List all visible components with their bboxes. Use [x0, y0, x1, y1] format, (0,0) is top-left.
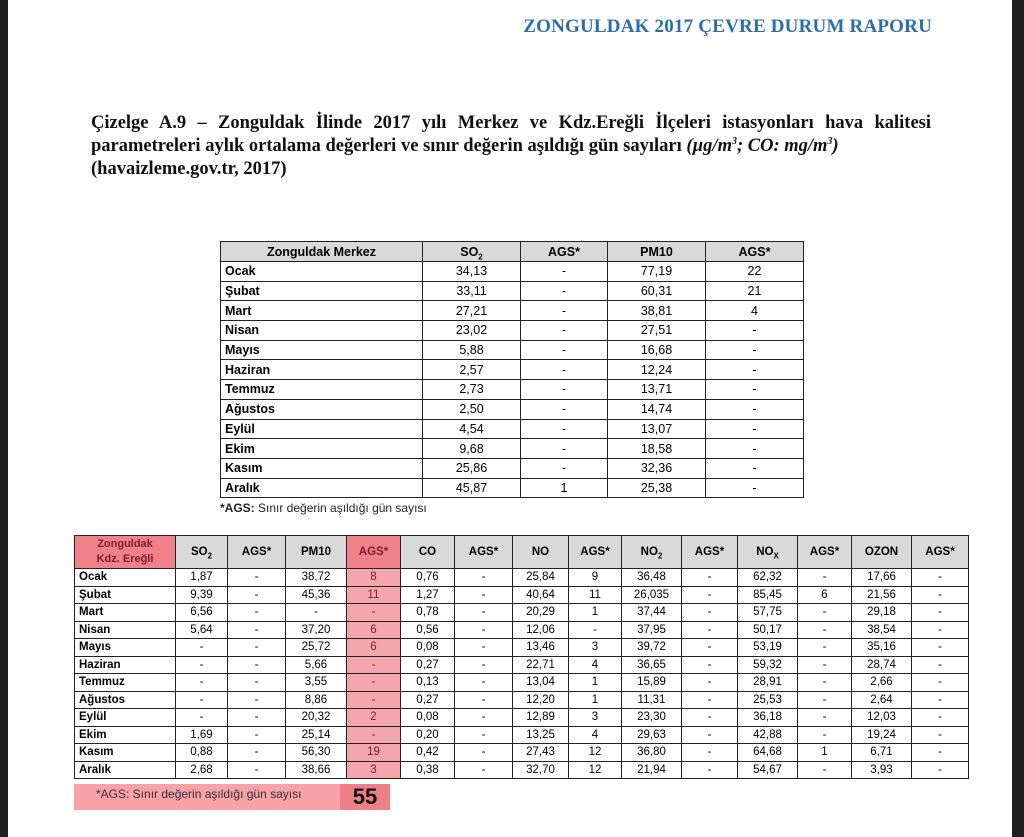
value-cell: 37,44: [622, 604, 682, 622]
eregli-header-cell: AGS*: [455, 536, 513, 569]
value-cell: 53,19: [738, 639, 798, 657]
value-cell: 1: [569, 674, 622, 692]
value-cell: -: [682, 691, 738, 709]
value-cell: -: [286, 604, 347, 622]
merkez-table: [220, 241, 804, 498]
eregli-header-cell: $NO_X$: [738, 536, 798, 569]
value-cell: 37,20: [286, 621, 347, 639]
eregli-row: [75, 761, 969, 779]
eregli-header-cell: AGS*: [228, 536, 286, 569]
value-cell: 2,66: [852, 674, 912, 692]
value-cell: 42,88: [738, 726, 798, 744]
value-cell: 32,70: [513, 761, 569, 779]
value-cell: 39,72: [622, 639, 682, 657]
value-cell: -: [798, 761, 852, 779]
value-cell: 0,08: [401, 709, 455, 727]
value-cell: -: [228, 691, 286, 709]
value-cell: 33,11: [423, 281, 521, 301]
value-cell: -: [912, 691, 969, 709]
value-cell: 34,13: [423, 262, 521, 282]
table-caption: [91, 112, 931, 181]
value-cell: 56,30: [286, 744, 347, 762]
value-cell: 1: [569, 691, 622, 709]
eregli-row: [75, 639, 969, 657]
value-cell: -: [521, 439, 608, 459]
month-cell: Ağustos: [221, 399, 423, 419]
value-cell: -: [912, 744, 969, 762]
eregli-row: [75, 691, 969, 709]
value-cell: -: [176, 674, 228, 692]
month-cell: Nisan: [75, 621, 176, 639]
value-cell: 18,58: [608, 439, 706, 459]
value-cell: 0,13: [401, 674, 455, 692]
month-cell: Mart: [75, 604, 176, 622]
value-cell: 1,69: [176, 726, 228, 744]
value-cell: -: [706, 380, 804, 400]
value-cell: 6,56: [176, 604, 228, 622]
value-cell: -: [228, 744, 286, 762]
value-cell: -: [228, 639, 286, 657]
value-cell: -: [682, 639, 738, 657]
value-cell: -: [455, 761, 513, 779]
merkez-header-station: Zonguldak Merkez: [221, 242, 423, 262]
month-cell: Kasım: [75, 744, 176, 762]
value-cell: 11: [569, 586, 622, 604]
value-cell: -: [706, 321, 804, 341]
value-cell: 4: [569, 726, 622, 744]
ags-total: 55: [340, 784, 390, 810]
value-cell: -: [798, 656, 852, 674]
value-cell: 2,64: [852, 691, 912, 709]
value-cell: 62,32: [738, 569, 798, 587]
value-cell: -: [228, 726, 286, 744]
value-cell: 14,74: [608, 399, 706, 419]
merkez-row: [221, 301, 804, 321]
value-cell: -: [798, 621, 852, 639]
value-cell: -: [912, 726, 969, 744]
value-cell: 9: [569, 569, 622, 587]
value-cell: -: [455, 656, 513, 674]
month-cell: Eylül: [75, 709, 176, 727]
value-cell: 13,71: [608, 380, 706, 400]
value-cell: 12,06: [513, 621, 569, 639]
eregli-header-cell: $NO_2$: [622, 536, 682, 569]
merkez-row: [221, 340, 804, 360]
eregli-row: [75, 586, 969, 604]
value-cell: 9,39: [176, 586, 228, 604]
value-cell: 0,27: [401, 691, 455, 709]
eregli-row: [75, 569, 969, 587]
merkez-row: [221, 478, 804, 498]
value-cell: -: [521, 301, 608, 321]
value-cell: 20,32: [286, 709, 347, 727]
value-cell: 36,18: [738, 709, 798, 727]
month-cell: Mart: [221, 301, 423, 321]
value-cell: 13,07: [608, 419, 706, 439]
value-cell: -: [569, 621, 622, 639]
value-cell: 12,20: [513, 691, 569, 709]
merkez-row: [221, 360, 804, 380]
value-cell: 4: [569, 656, 622, 674]
value-cell: 64,68: [738, 744, 798, 762]
value-cell: -: [521, 321, 608, 341]
merkez-row: [221, 380, 804, 400]
merkez-header-row: [221, 242, 804, 262]
value-cell: -: [455, 691, 513, 709]
value-cell: 38,81: [608, 301, 706, 321]
pm10-ags-cell: 8: [347, 569, 401, 587]
value-cell: -: [682, 674, 738, 692]
value-cell: 3: [569, 709, 622, 727]
value-cell: -: [706, 399, 804, 419]
value-cell: -: [176, 656, 228, 674]
value-cell: 36,65: [622, 656, 682, 674]
merkez-row: [221, 281, 804, 301]
value-cell: 77,19: [608, 262, 706, 282]
eregli-header-row: [75, 536, 969, 569]
value-cell: -: [706, 458, 804, 478]
value-cell: 15,89: [622, 674, 682, 692]
caption-main: Çizelge A.9 – Zonguldak İlinde 2017 yılı Merkez ve Kdz.Ereğli İlçeleri istasyonları hava kalitesi parametreleri aylık ortalama değerleri ve sınır değerin aşıldığı gün sayıları: [91, 113, 931, 156]
month-cell: Temmuz: [221, 380, 423, 400]
value-cell: 2,50: [423, 399, 521, 419]
month-cell: Mayıs: [75, 639, 176, 657]
value-cell: 57,75: [738, 604, 798, 622]
value-cell: 5,64: [176, 621, 228, 639]
value-cell: 36,80: [622, 744, 682, 762]
value-cell: -: [455, 744, 513, 762]
eregli-header-cell: PM10: [286, 536, 347, 569]
merkez-row: [221, 458, 804, 478]
value-cell: 25,14: [286, 726, 347, 744]
month-cell: Şubat: [75, 586, 176, 604]
value-cell: -: [176, 639, 228, 657]
value-cell: 0,20: [401, 726, 455, 744]
value-cell: 0,88: [176, 744, 228, 762]
value-cell: 25,53: [738, 691, 798, 709]
month-cell: Aralık: [75, 761, 176, 779]
value-cell: -: [912, 621, 969, 639]
value-cell: 26,035: [622, 586, 682, 604]
pm10-ags-cell: -: [347, 656, 401, 674]
value-cell: 25,86: [423, 458, 521, 478]
eregli-header-cell: $SO_2$: [176, 536, 228, 569]
value-cell: -: [706, 419, 804, 439]
eregli-header-cell: NO: [513, 536, 569, 569]
value-cell: 22,71: [513, 656, 569, 674]
month-cell: Temmuz: [75, 674, 176, 692]
value-cell: -: [682, 656, 738, 674]
merkez-row: [221, 321, 804, 341]
eregli-header-cell: CO: [401, 536, 455, 569]
value-cell: 2,73: [423, 380, 521, 400]
pm10-ags-cell: 6: [347, 621, 401, 639]
value-cell: 0,78: [401, 604, 455, 622]
value-cell: -: [228, 674, 286, 692]
value-cell: 11,31: [622, 691, 682, 709]
value-cell: -: [912, 656, 969, 674]
value-cell: -: [176, 691, 228, 709]
value-cell: -: [682, 744, 738, 762]
value-cell: -: [682, 604, 738, 622]
value-cell: -: [455, 586, 513, 604]
month-cell: Eylül: [221, 419, 423, 439]
value-cell: 2,57: [423, 360, 521, 380]
month-cell: Şubat: [221, 281, 423, 301]
value-cell: 27,21: [423, 301, 521, 321]
merkez-note: *AGS: Sınır değerin aşıldığı gün sayısı: [220, 501, 427, 515]
document-page: [8, 0, 1012, 837]
month-cell: Ağustos: [75, 691, 176, 709]
value-cell: -: [455, 569, 513, 587]
merkez-header-so2: $SO_2$: [423, 242, 521, 262]
eregli-table: [74, 535, 969, 779]
value-cell: 5,66: [286, 656, 347, 674]
value-cell: 12,89: [513, 709, 569, 727]
value-cell: 59,32: [738, 656, 798, 674]
value-cell: -: [912, 761, 969, 779]
pm10-ags-cell: 19: [347, 744, 401, 762]
value-cell: 21,94: [622, 761, 682, 779]
value-cell: 25,38: [608, 478, 706, 498]
value-cell: 25,72: [286, 639, 347, 657]
value-cell: -: [682, 569, 738, 587]
value-cell: 1: [569, 604, 622, 622]
value-cell: -: [228, 569, 286, 587]
value-cell: -: [798, 569, 852, 587]
eregli-header-cell: AGS*: [569, 536, 622, 569]
value-cell: -: [798, 674, 852, 692]
value-cell: 19,24: [852, 726, 912, 744]
eregli-header-cell: AGS*: [912, 536, 969, 569]
value-cell: 1,27: [401, 586, 455, 604]
eregli-row: [75, 674, 969, 692]
value-cell: 38,66: [286, 761, 347, 779]
value-cell: 45,87: [423, 478, 521, 498]
value-cell: -: [455, 639, 513, 657]
eregli-header-station: Zonguldak Kdz. Ereğli: [75, 536, 176, 569]
value-cell: 3: [569, 639, 622, 657]
value-cell: 45,36: [286, 586, 347, 604]
value-cell: 25,84: [513, 569, 569, 587]
value-cell: 0,27: [401, 656, 455, 674]
eregli-header-cell: AGS*: [347, 536, 401, 569]
value-cell: 9,68: [423, 439, 521, 459]
merkez-header-pm10: PM10: [608, 242, 706, 262]
value-cell: 35,16: [852, 639, 912, 657]
value-cell: -: [521, 281, 608, 301]
value-cell: 4,54: [423, 419, 521, 439]
month-cell: Haziran: [75, 656, 176, 674]
value-cell: -: [798, 726, 852, 744]
value-cell: -: [912, 674, 969, 692]
month-cell: Haziran: [221, 360, 423, 380]
value-cell: -: [228, 656, 286, 674]
value-cell: 21,56: [852, 586, 912, 604]
value-cell: 16,68: [608, 340, 706, 360]
value-cell: 1: [521, 478, 608, 498]
value-cell: 21: [706, 281, 804, 301]
caption-source: (havaizleme.gov.tr, 2017): [91, 159, 287, 179]
value-cell: 4: [706, 301, 804, 321]
value-cell: 0,38: [401, 761, 455, 779]
value-cell: -: [912, 569, 969, 587]
value-cell: -: [455, 604, 513, 622]
month-cell: Ekim: [75, 726, 176, 744]
value-cell: -: [682, 709, 738, 727]
value-cell: -: [912, 709, 969, 727]
eregli-row: [75, 656, 969, 674]
value-cell: -: [798, 604, 852, 622]
value-cell: 13,04: [513, 674, 569, 692]
value-cell: 50,17: [738, 621, 798, 639]
value-cell: 6,71: [852, 744, 912, 762]
value-cell: 0,56: [401, 621, 455, 639]
report-header: ZONGULDAK 2017 ÇEVRE DURUM RAPORU: [523, 16, 932, 37]
value-cell: 0,76: [401, 569, 455, 587]
value-cell: 13,25: [513, 726, 569, 744]
value-cell: 27,51: [608, 321, 706, 341]
value-cell: -: [706, 439, 804, 459]
value-cell: 28,91: [738, 674, 798, 692]
value-cell: -: [682, 621, 738, 639]
value-cell: -: [682, 761, 738, 779]
eregli-header-cell: AGS*: [798, 536, 852, 569]
value-cell: -: [521, 399, 608, 419]
value-cell: 38,72: [286, 569, 347, 587]
value-cell: -: [228, 761, 286, 779]
value-cell: 8,86: [286, 691, 347, 709]
value-cell: 60,31: [608, 281, 706, 301]
month-cell: Ocak: [75, 569, 176, 587]
merkez-header-ags: AGS*: [706, 242, 804, 262]
value-cell: 3,55: [286, 674, 347, 692]
value-cell: -: [912, 586, 969, 604]
pm10-ags-cell: -: [347, 604, 401, 622]
value-cell: -: [521, 360, 608, 380]
month-cell: Mayıs: [221, 340, 423, 360]
value-cell: 37,95: [622, 621, 682, 639]
month-cell: Nisan: [221, 321, 423, 341]
merkez-row: [221, 439, 804, 459]
value-cell: -: [912, 639, 969, 657]
caption-units: ($\mu g/m^3$; CO: $mg/m^3$): [686, 135, 839, 156]
pm10-ags-cell: -: [347, 691, 401, 709]
merkez-row: [221, 399, 804, 419]
value-cell: -: [455, 726, 513, 744]
value-cell: -: [521, 262, 608, 282]
value-cell: 22: [706, 262, 804, 282]
value-cell: 23,30: [622, 709, 682, 727]
value-cell: 12,24: [608, 360, 706, 380]
value-cell: -: [455, 709, 513, 727]
value-cell: 5,88: [423, 340, 521, 360]
merkez-row: [221, 262, 804, 282]
eregli-header-cell: OZON: [852, 536, 912, 569]
pm10-ags-cell: -: [347, 674, 401, 692]
eregli-note: *AGS: Sınır değerin aşıldığı gün sayısı: [74, 784, 340, 810]
eregli-row: [75, 726, 969, 744]
value-cell: 1: [798, 744, 852, 762]
month-cell: Ekim: [221, 439, 423, 459]
value-cell: -: [521, 458, 608, 478]
value-cell: -: [228, 604, 286, 622]
value-cell: -: [798, 709, 852, 727]
eregli-header-cell: AGS*: [682, 536, 738, 569]
value-cell: 36,48: [622, 569, 682, 587]
eregli-row: [75, 744, 969, 762]
value-cell: 27,43: [513, 744, 569, 762]
value-cell: 6: [798, 586, 852, 604]
value-cell: 13,46: [513, 639, 569, 657]
value-cell: 2,68: [176, 761, 228, 779]
value-cell: -: [521, 380, 608, 400]
eregli-row: [75, 709, 969, 727]
value-cell: 38,54: [852, 621, 912, 639]
value-cell: 17,66: [852, 569, 912, 587]
value-cell: -: [682, 726, 738, 744]
merkez-row: [221, 419, 804, 439]
value-cell: -: [455, 621, 513, 639]
value-cell: -: [228, 709, 286, 727]
value-cell: -: [228, 621, 286, 639]
value-cell: 29,18: [852, 604, 912, 622]
value-cell: 20,29: [513, 604, 569, 622]
value-cell: 12: [569, 744, 622, 762]
merkez-header-ags: AGS*: [521, 242, 608, 262]
value-cell: -: [798, 691, 852, 709]
value-cell: 28,74: [852, 656, 912, 674]
value-cell: 23,02: [423, 321, 521, 341]
value-cell: -: [798, 639, 852, 657]
value-cell: 85,45: [738, 586, 798, 604]
value-cell: -: [521, 419, 608, 439]
value-cell: 12,03: [852, 709, 912, 727]
month-cell: Kasım: [221, 458, 423, 478]
value-cell: -: [682, 586, 738, 604]
value-cell: 32,36: [608, 458, 706, 478]
pm10-ags-cell: -: [347, 726, 401, 744]
pm10-ags-cell: 3: [347, 761, 401, 779]
value-cell: 0,42: [401, 744, 455, 762]
value-cell: -: [706, 360, 804, 380]
eregli-row: [75, 604, 969, 622]
value-cell: 0,08: [401, 639, 455, 657]
value-cell: 40,64: [513, 586, 569, 604]
month-cell: Aralık: [221, 478, 423, 498]
value-cell: -: [706, 340, 804, 360]
value-cell: -: [455, 674, 513, 692]
value-cell: 54,67: [738, 761, 798, 779]
value-cell: -: [521, 340, 608, 360]
pm10-ags-cell: 11: [347, 586, 401, 604]
month-cell: Ocak: [221, 262, 423, 282]
value-cell: 3,93: [852, 761, 912, 779]
value-cell: -: [176, 709, 228, 727]
pm10-ags-cell: 2: [347, 709, 401, 727]
eregli-row: [75, 621, 969, 639]
value-cell: -: [706, 478, 804, 498]
value-cell: -: [228, 586, 286, 604]
value-cell: 1,87: [176, 569, 228, 587]
value-cell: 29,63: [622, 726, 682, 744]
value-cell: -: [912, 604, 969, 622]
value-cell: 12: [569, 761, 622, 779]
pm10-ags-cell: 6: [347, 639, 401, 657]
